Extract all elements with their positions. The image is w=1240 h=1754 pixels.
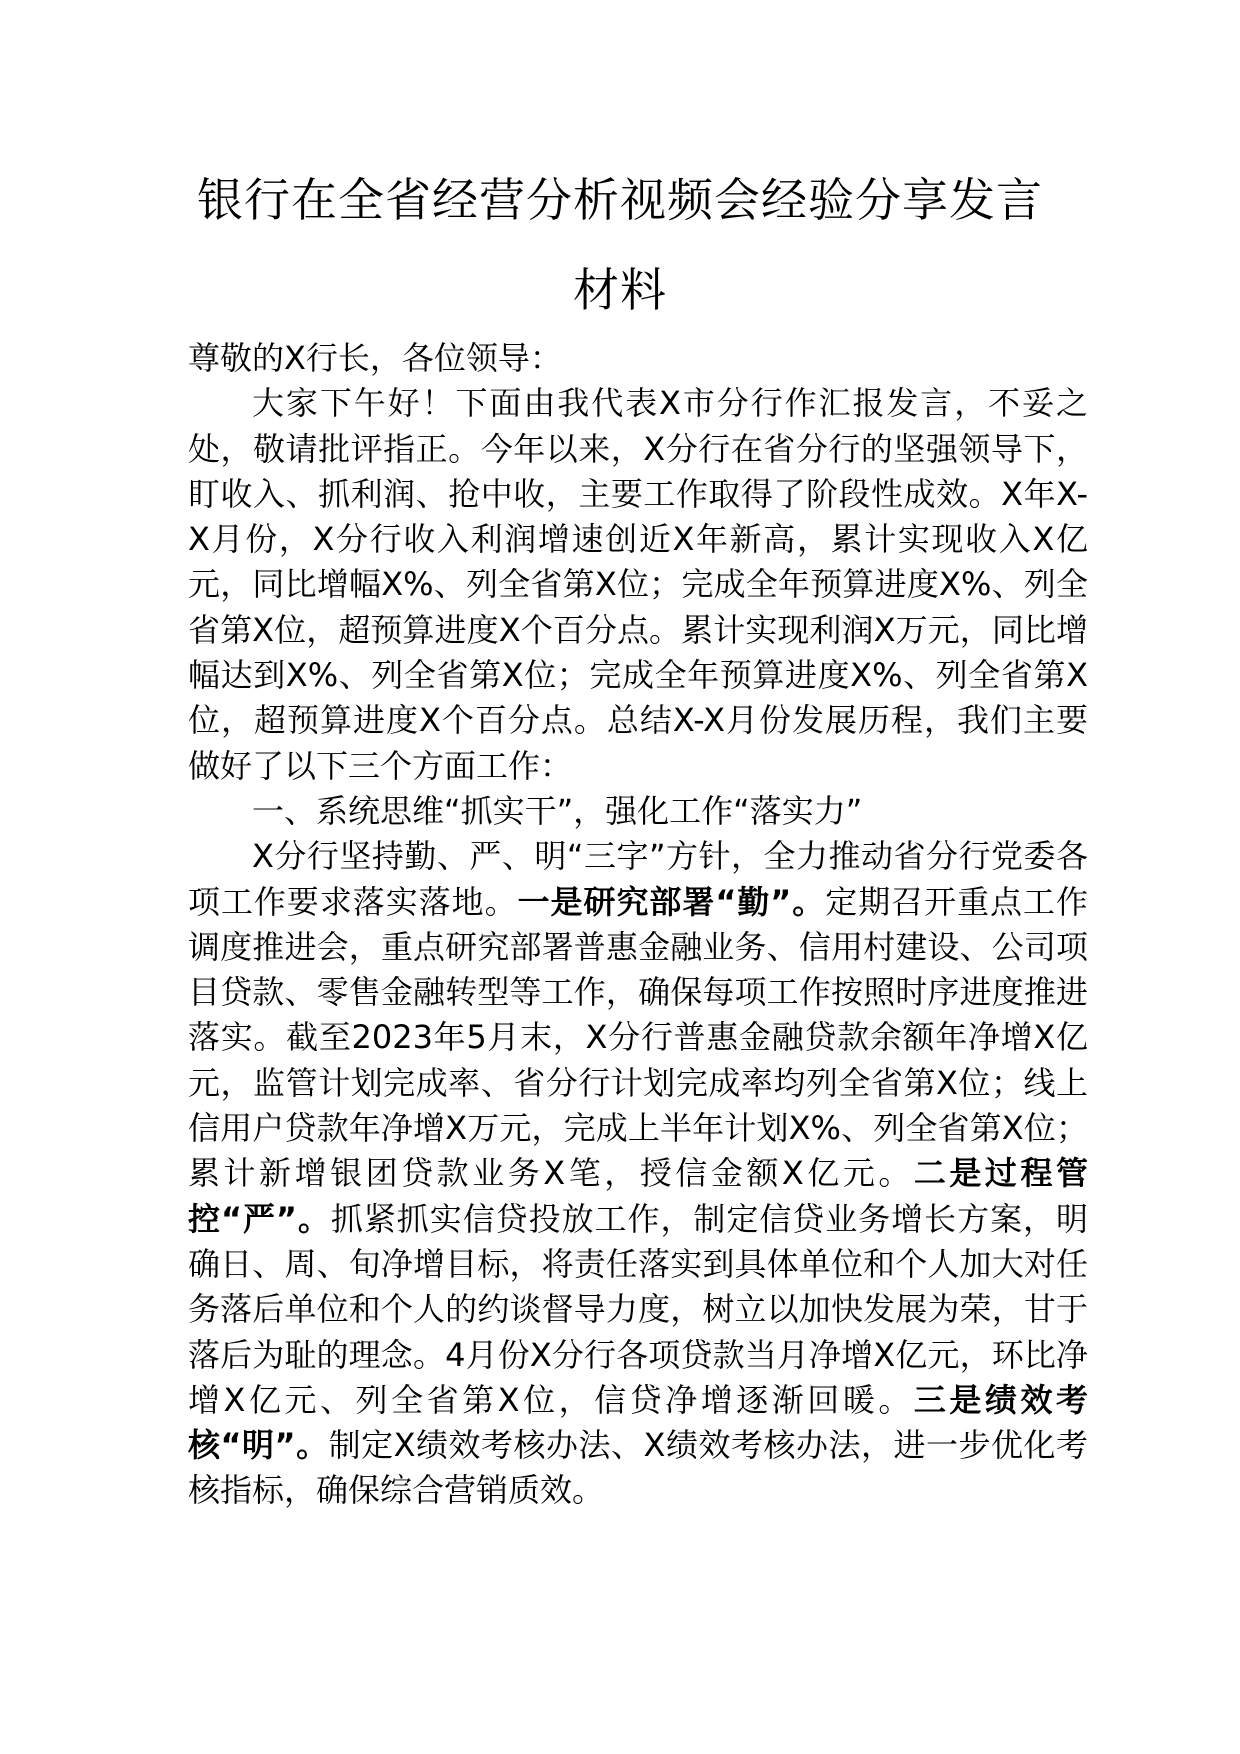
paragraph-intro: 大家下午好！下面由我代表X市分行作汇报发言，不妥之处，敬请批评指正。今年以来，X分行在省分行的坚强领导下，盯收入、抓利润、抢中收，主要工作取得了阶段性成效。X年X-X月份，X分行收入利润增速创近X年新高，累计实现收入X亿元，同比增幅X%、列全省第X位；完成全年预算进度X%、列全省第X位，超预算进度X个百分点。累计实现利润X万元，同比增幅达到X%、列全省第X位；完成全年预算进度X%、列全省第X位，超预算进度X个百分点。总结X-X月份发展历程，我们主要做好了以下三个方面工作： — [188, 384, 1088, 785]
paragraph-text: 制定X绩效考核办法、X绩效考核办法，进一步优化考核指标，确保综合营销质效。 — [188, 1426, 1088, 1510]
salutation: 尊敬的X行长，各位领导： — [188, 339, 562, 377]
paragraph-text: X分行坚持勤、严、明“三字”方针，全力推动省分行党委各项工作要求落实落地。 — [188, 837, 1088, 921]
bold-point-3: 三是绩效考核“明”。 — [188, 1380, 1088, 1465]
paragraph-text: 定期召开重点工作调度推进会，重点研究部署普惠金融业务、信用村建设、公司项目贷款、零售金融转型等工作，确保每项工作按照时序进度推进落实。截至2023年5月末，X分行普惠金融贷款余额年净增X亿元，监管计划完成率、省分行计划完成率均列全省第X位；线上信用户贷款年净增X万元，完成上半年计划X%、列全省第X位；累计新增银团贷款业务X笔，授信金额X亿元。 — [188, 882, 1088, 1193]
paragraph-section-1 — [188, 834, 1088, 1513]
paragraph-text: 抓紧抓实信贷投放工作，制定信贷业务增长方案，明确日、周、旬净增目标，将责任落实到具体单位和个人加大对任务落后单位和个人的约谈督导力度，树立以加快发展为荣，甘于落后为耻的理念。4月份X分行各项贷款当月净增X亿元，环比净增X亿元、列全省第X位，信贷净增逐渐回暖。 — [188, 1199, 1088, 1419]
document-title-line-1: 银行在全省经营分析视频会经验分享发言 — [197, 173, 1043, 227]
document-title-line-2: 材料 — [573, 263, 667, 317]
document-body — [188, 336, 1088, 1514]
section-heading-1: 一、系统思维“抓实干”，强化工作“落实力” — [252, 791, 863, 830]
bold-point-2: 二是过程管控“严”。 — [188, 1154, 1088, 1238]
bold-point-1: 一是研究部署“勤”。 — [517, 882, 826, 921]
